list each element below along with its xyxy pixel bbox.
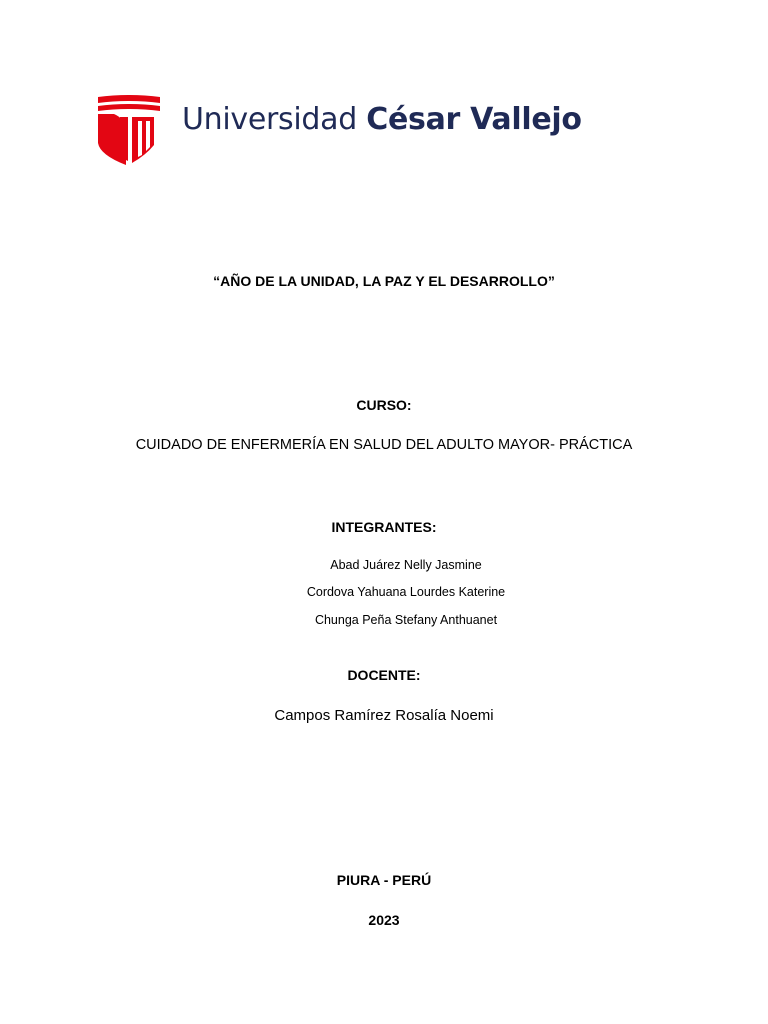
- year-title: “AÑO DE LA UNIDAD, LA PAZ Y EL DESARROLLO”: [213, 273, 555, 289]
- docente-label: DOCENTE:: [347, 667, 421, 683]
- university-name-regular: Universidad: [182, 102, 357, 137]
- place: PIURA - PERÚ: [336, 872, 432, 888]
- member-name: Cordova Yahuana Lourdes Katerine: [306, 585, 506, 599]
- docente-value: Campos Ramírez Rosalía Noemi: [274, 707, 494, 724]
- member-name: Abad Juárez Nelly Jasmine: [330, 558, 482, 572]
- university-name-bold: César Vallejo: [366, 102, 582, 137]
- curso-value: CUIDADO DE ENFERMERÍA EN SALUD DEL ADULTO MAYOR- PRÁCTICA: [135, 437, 633, 453]
- member-name: Chunga Peña Stefany Anthuanet: [314, 613, 498, 627]
- curso-label: CURSO:: [356, 397, 412, 413]
- university-name: [182, 96, 582, 144]
- university-logo-icon: [98, 95, 162, 165]
- year: 2023: [368, 912, 400, 928]
- integrantes-label: INTEGRANTES:: [331, 519, 437, 535]
